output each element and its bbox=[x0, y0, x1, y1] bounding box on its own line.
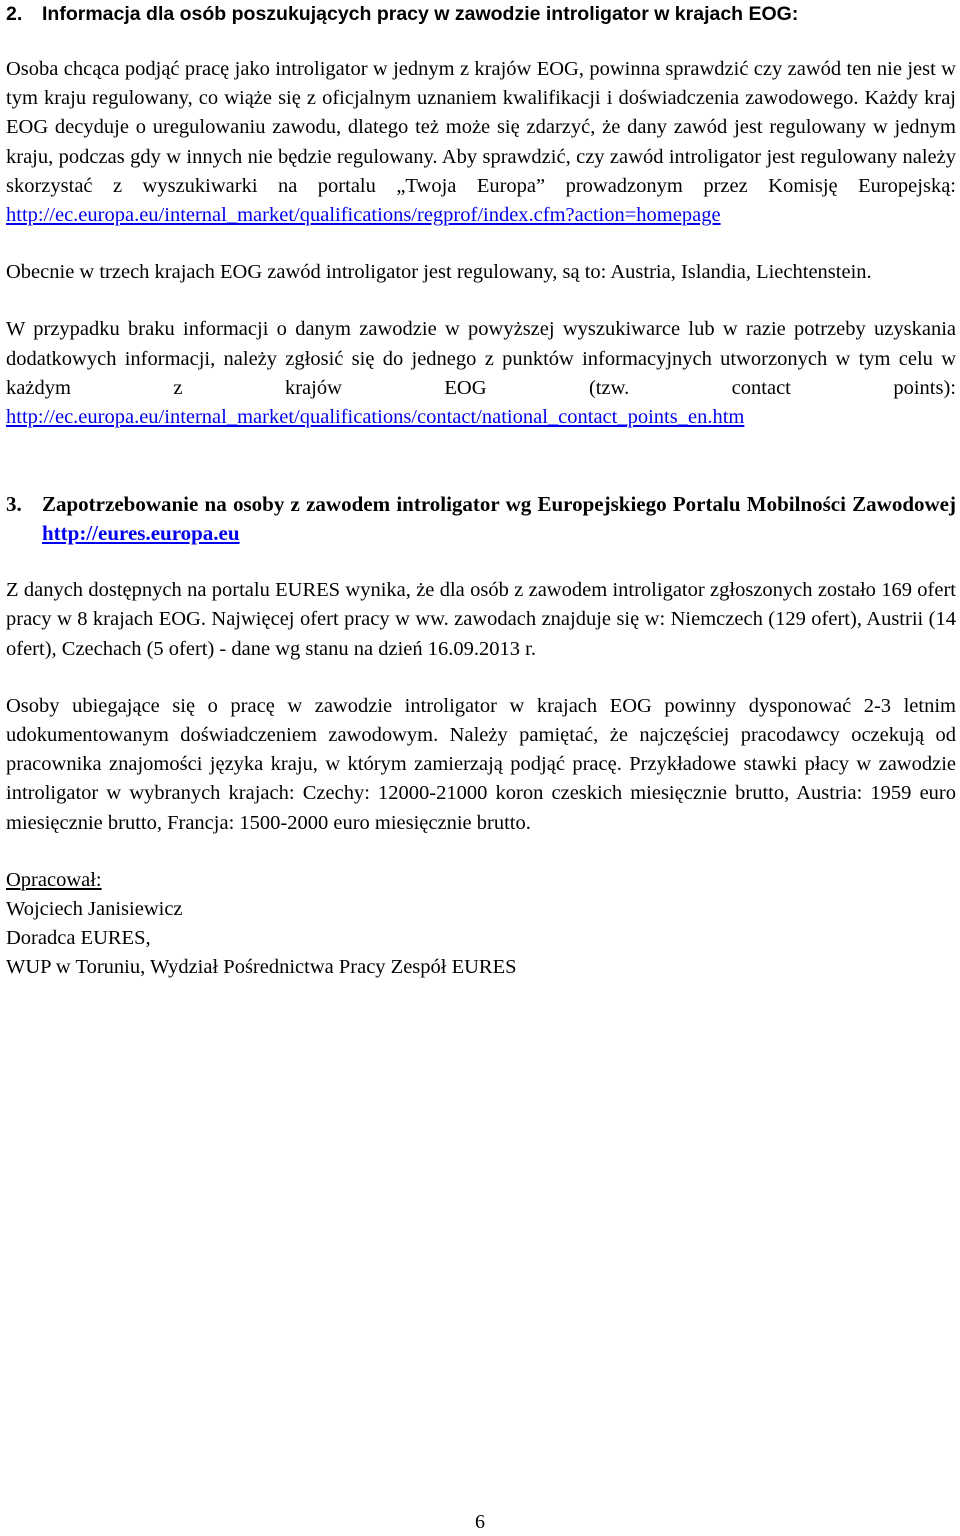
section-2-number: 2. bbox=[6, 3, 23, 25]
author-label: Opracował: bbox=[6, 868, 102, 891]
author-role: Doradca EURES, bbox=[6, 927, 151, 950]
author-block bbox=[6, 866, 956, 983]
author-org: WUP w Toruniu, Wydział Pośrednictwa Pracy Zespół EURES bbox=[6, 956, 517, 979]
eures-link[interactable]: http://eures.europa.eu bbox=[42, 521, 240, 546]
section-2-title: Informacja dla osób poszukujących pracy w zawodzie introligator w krajach EOG: bbox=[42, 3, 799, 25]
document-page bbox=[6, 0, 956, 983]
section-3-paragraph-2: Osoby ubiegające się o pracę w zawodzie introligator w krajach EOG powinny dysponować 2-3 letnim udokumentowanym doświadczeniem zawodowym. Należy pamiętać, że najczęściej pracodawcy oczekują od pracownika znajomości języka kraju, w którym zamierzają podjąć pracę. Przykładowe stawki płacy w zawodzie introligator w wybranych krajach: Czechy: 12000-21000 koron czeskich miesięcznie brutto, Austria: 1959 euro miesięcznie brutto, Francja: 1500-2000 euro miesięcznie brutto. bbox=[6, 694, 956, 834]
section-2-heading bbox=[6, 0, 956, 27]
section-3-title-wrap bbox=[42, 490, 956, 548]
section-2-paragraph-3 bbox=[6, 315, 956, 432]
section-2-paragraph-1-text: Osoba chcąca podjąć pracę jako introligator w jednym z krajów EOG, powinna sprawdzić czy zawód ten nie jest w tym kraju regulowany, co wiąże się z oficjalnym uznaniem kwalifikacji i doświadczenia zawodowego. Każdy kraj EOG decyduje o uregulowaniu zawodu, dlatego też może się zdarzyć, że dany zawód jest regulowany w jednym kraju, podczas gdy w innych nie będzie regulowany. Aby sprawdzić, czy zawód introligator jest regulowany należy skorzystać z wyszukiwarki na portalu „Twoja Europa” prowadzonym przez Komisję Europejską: bbox=[6, 58, 956, 197]
section-3-heading bbox=[6, 490, 956, 548]
section-2-paragraph-3-text: W przypadku braku informacji o danym zawodzie w powyższej wyszukiwarce lub w razie potrzeby uzyskania dodatkowych informacji, należy zgłosić się do jednego z punktów informacyjnych utworzonych w tym celu w każdym z krajów EOG (tzw. contact points): bbox=[6, 318, 956, 399]
section-2-paragraph-1 bbox=[6, 55, 956, 230]
section-3-title: Zapotrzebowanie na osoby z zawodem introligator wg Europejskiego Portalu Mobilności Zawodowej bbox=[42, 492, 956, 517]
regprof-link[interactable]: http://ec.europa.eu/internal_market/qualifications/regprof/index.cfm?action=homepage bbox=[6, 204, 721, 227]
section-2-paragraph-2: Obecnie w trzech krajach EOG zawód introligator jest regulowany, są to: Austria, Islandia, Liechtenstein. bbox=[6, 261, 872, 284]
section-3-number: 3. bbox=[6, 492, 22, 517]
section-3-paragraph-1: Z danych dostępnych na portalu EURES wynika, że dla osób z zawodem introligator zgłoszonych zostało 169 ofert pracy w 8 krajach EOG. Najwięcej ofert pracy w ww. zawodach znajduje się w: Niemczech (129 ofert), Austrii (14 ofert), Czechach (5 ofert) - dane wg stanu na dzień 16.09.2013 r. bbox=[6, 579, 956, 660]
author-name: Wojciech Janisiewicz bbox=[6, 898, 183, 921]
page-number: 6 bbox=[475, 1511, 485, 1533]
contact-points-link[interactable]: http://ec.europa.eu/internal_market/qualifications/contact/national_contact_points_en.htm bbox=[6, 406, 745, 429]
